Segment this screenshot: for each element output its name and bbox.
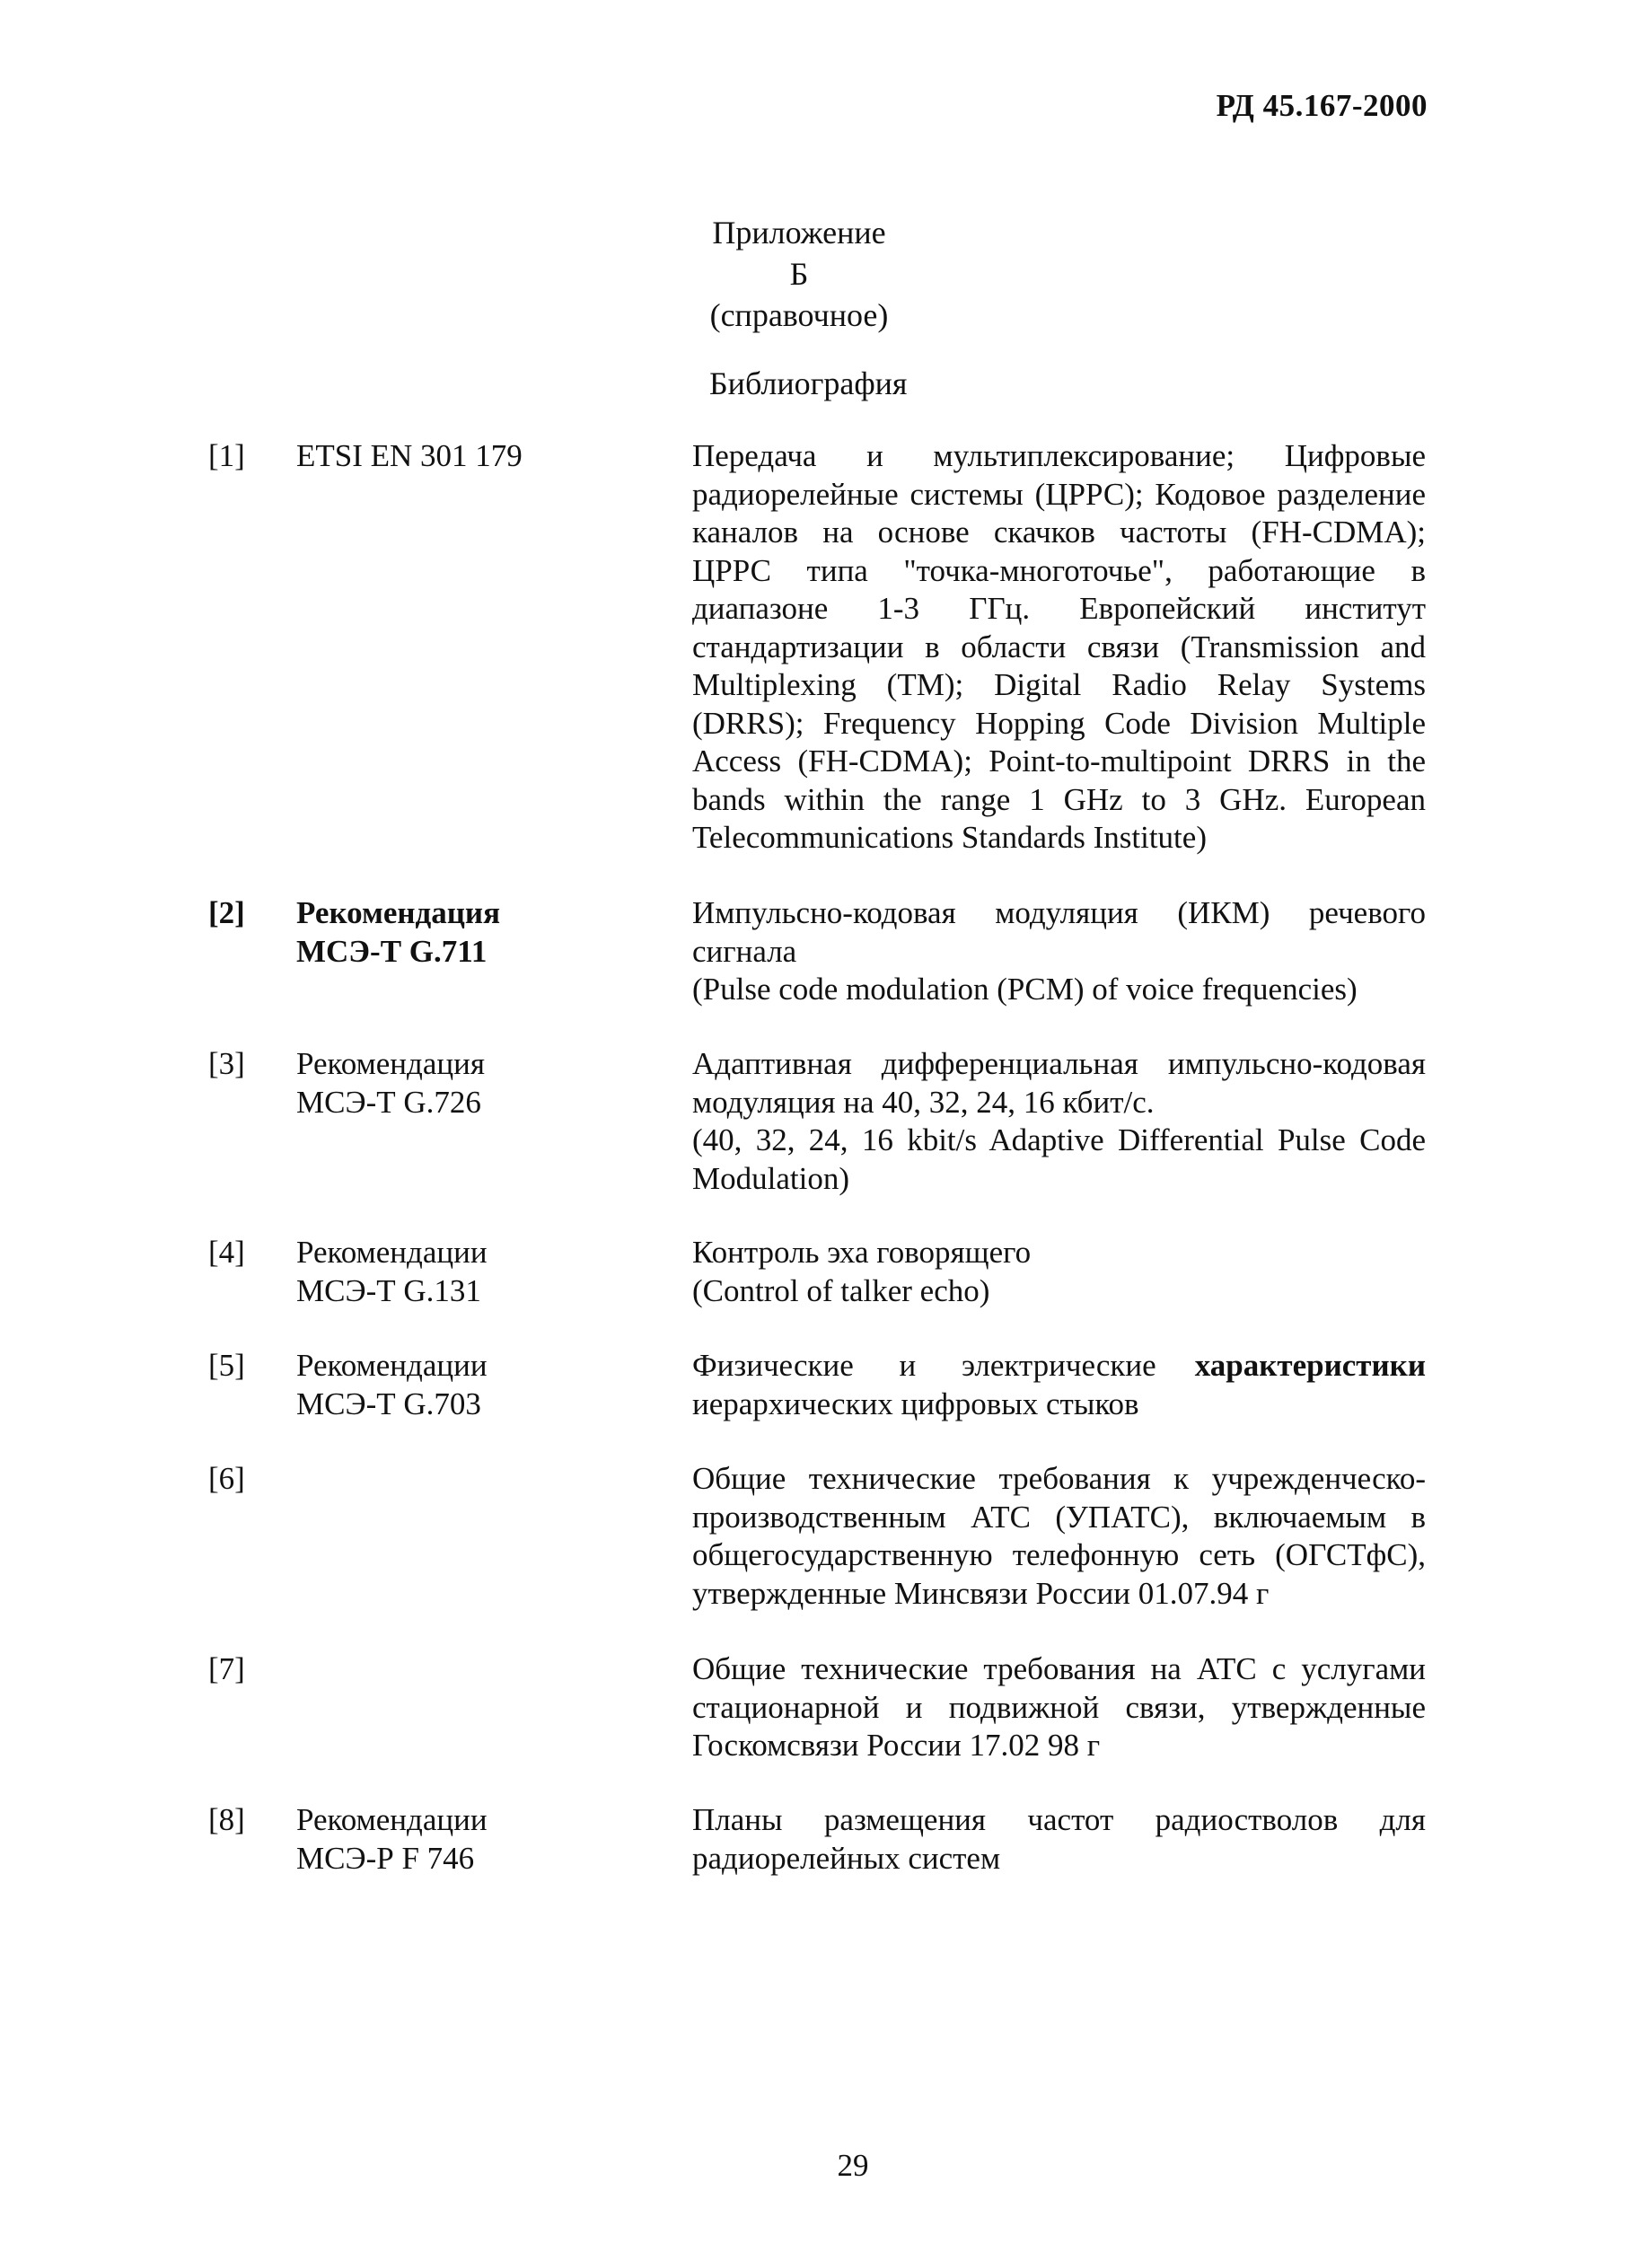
entry-reference (296, 1234, 566, 1310)
entry-reference (296, 1347, 566, 1423)
entry-description-ru-emphasis: характеристики (1194, 1348, 1426, 1383)
entry-description-ru-part: иерархических цифровых стыков (692, 1386, 1139, 1421)
entry-number: [3] (208, 1046, 245, 1081)
entry-number: [6] (208, 1461, 245, 1496)
appendix-title: Приложение Б (712, 215, 886, 292)
entry-reference-line: ETSI EN 301 179 (296, 438, 523, 473)
entry-number: [4] (208, 1235, 245, 1270)
entry-description-ru: Контроль эха говорящего (692, 1235, 1032, 1270)
entry-reference (296, 1045, 566, 1122)
entry-description (692, 1045, 1426, 1198)
entry-description (692, 1801, 1426, 1878)
entry-description-ru-part: Физические и электрические (692, 1348, 1156, 1383)
bibliography-title: Библиография (709, 365, 908, 401)
entry-number: [8] (208, 1802, 245, 1837)
entry-description (692, 1650, 1426, 1765)
entry-description-ru: Импульсно-кодовая модуляция (ИКМ) речевого сигнала (692, 895, 1426, 969)
entry-reference (296, 1801, 566, 1878)
appendix-subtitle: (справочное) (709, 297, 889, 333)
page-number: 29 (837, 2148, 869, 2183)
entry-reference-line: МСЭ-Т G.726 (296, 1084, 481, 1120)
entry-description (692, 1460, 1426, 1613)
entry-description-ru: Адаптивная дифференциальная импульсно-кодовая модуляция на 40, 32, 24, 16 кбит/с. (692, 1046, 1426, 1120)
appendix-heading (709, 212, 889, 336)
entry-description-first-line (692, 1347, 1426, 1386)
entry-description-en: (40, 32, 24, 16 kbit/s Adaptive Differential Pulse Code Modulation) (692, 1122, 1426, 1196)
entry-description-ru: Общие технические требования к учрежденческо-производственным АТС (УПАТС), включаемым в общегосударственную телефонную сеть (ОГСТфС), утвержденные Минсвязи России 01.07.94 г (692, 1461, 1426, 1611)
entry-reference (296, 437, 566, 476)
entry-description-en: (Pulse code modulation (PCM) of voice frequencies) (692, 972, 1358, 1007)
entry-description-ru: Передача и мультиплексирование; Цифровые радиорелейные системы (ЦРРС); Кодовое разделение каналов на основе скачков частоты (FH-CDMA); ЦРРС типа "точка-многоточье", работающие в диапазоне 1-3 ГГц. Европейский институт стандартизации в области связи (Transmission and Multiplexing (TM); Digital Radio Relay Systems (DRRS); Frequency Hopping Code Division Multiple Access (FH-CDMA); Point-to-multipoint DRRS in the bands within the range 1 GHz to 3 GHz. European Telecommunications Standards Institute) (692, 438, 1426, 855)
entry-reference-line: МСЭ-Т G.131 (296, 1272, 481, 1308)
entry-reference (296, 894, 566, 971)
entry-description (692, 1347, 1426, 1423)
document-code: РД 45.167-2000 (1216, 88, 1428, 123)
entry-number: [7] (208, 1651, 245, 1686)
entry-reference-line: Рекомендации (296, 1235, 488, 1270)
entry-description-ru: Общие технические требования на АТС с услугами стационарной и подвижной связи, утвержденные Госкомсвязи России 17.02 98 г (692, 1651, 1426, 1763)
entry-number: [2] (208, 895, 245, 930)
entry-reference-line: МСЭ-Т G.711 (296, 933, 488, 969)
entry-description-ru: Планы размещения частот радиостволов для радиорелейных систем (692, 1802, 1426, 1876)
entry-description (692, 894, 1426, 1009)
entry-description-en: (Control of talker echo) (692, 1272, 990, 1308)
entry-description (692, 1234, 1426, 1310)
entry-reference-line: Рекомендации (296, 1348, 488, 1383)
entry-reference-line: МСЭ-Т G.703 (296, 1386, 481, 1421)
entry-number: [1] (208, 438, 245, 473)
entry-reference-line: Рекомендации (296, 1802, 488, 1837)
entry-description (692, 437, 1426, 858)
entry-reference-line: Рекомендация (296, 895, 501, 930)
entry-reference-line: Рекомендация (296, 1046, 485, 1081)
entry-reference-line: МСЭ-Р F 746 (296, 1840, 475, 1876)
entry-number: [5] (208, 1348, 245, 1383)
